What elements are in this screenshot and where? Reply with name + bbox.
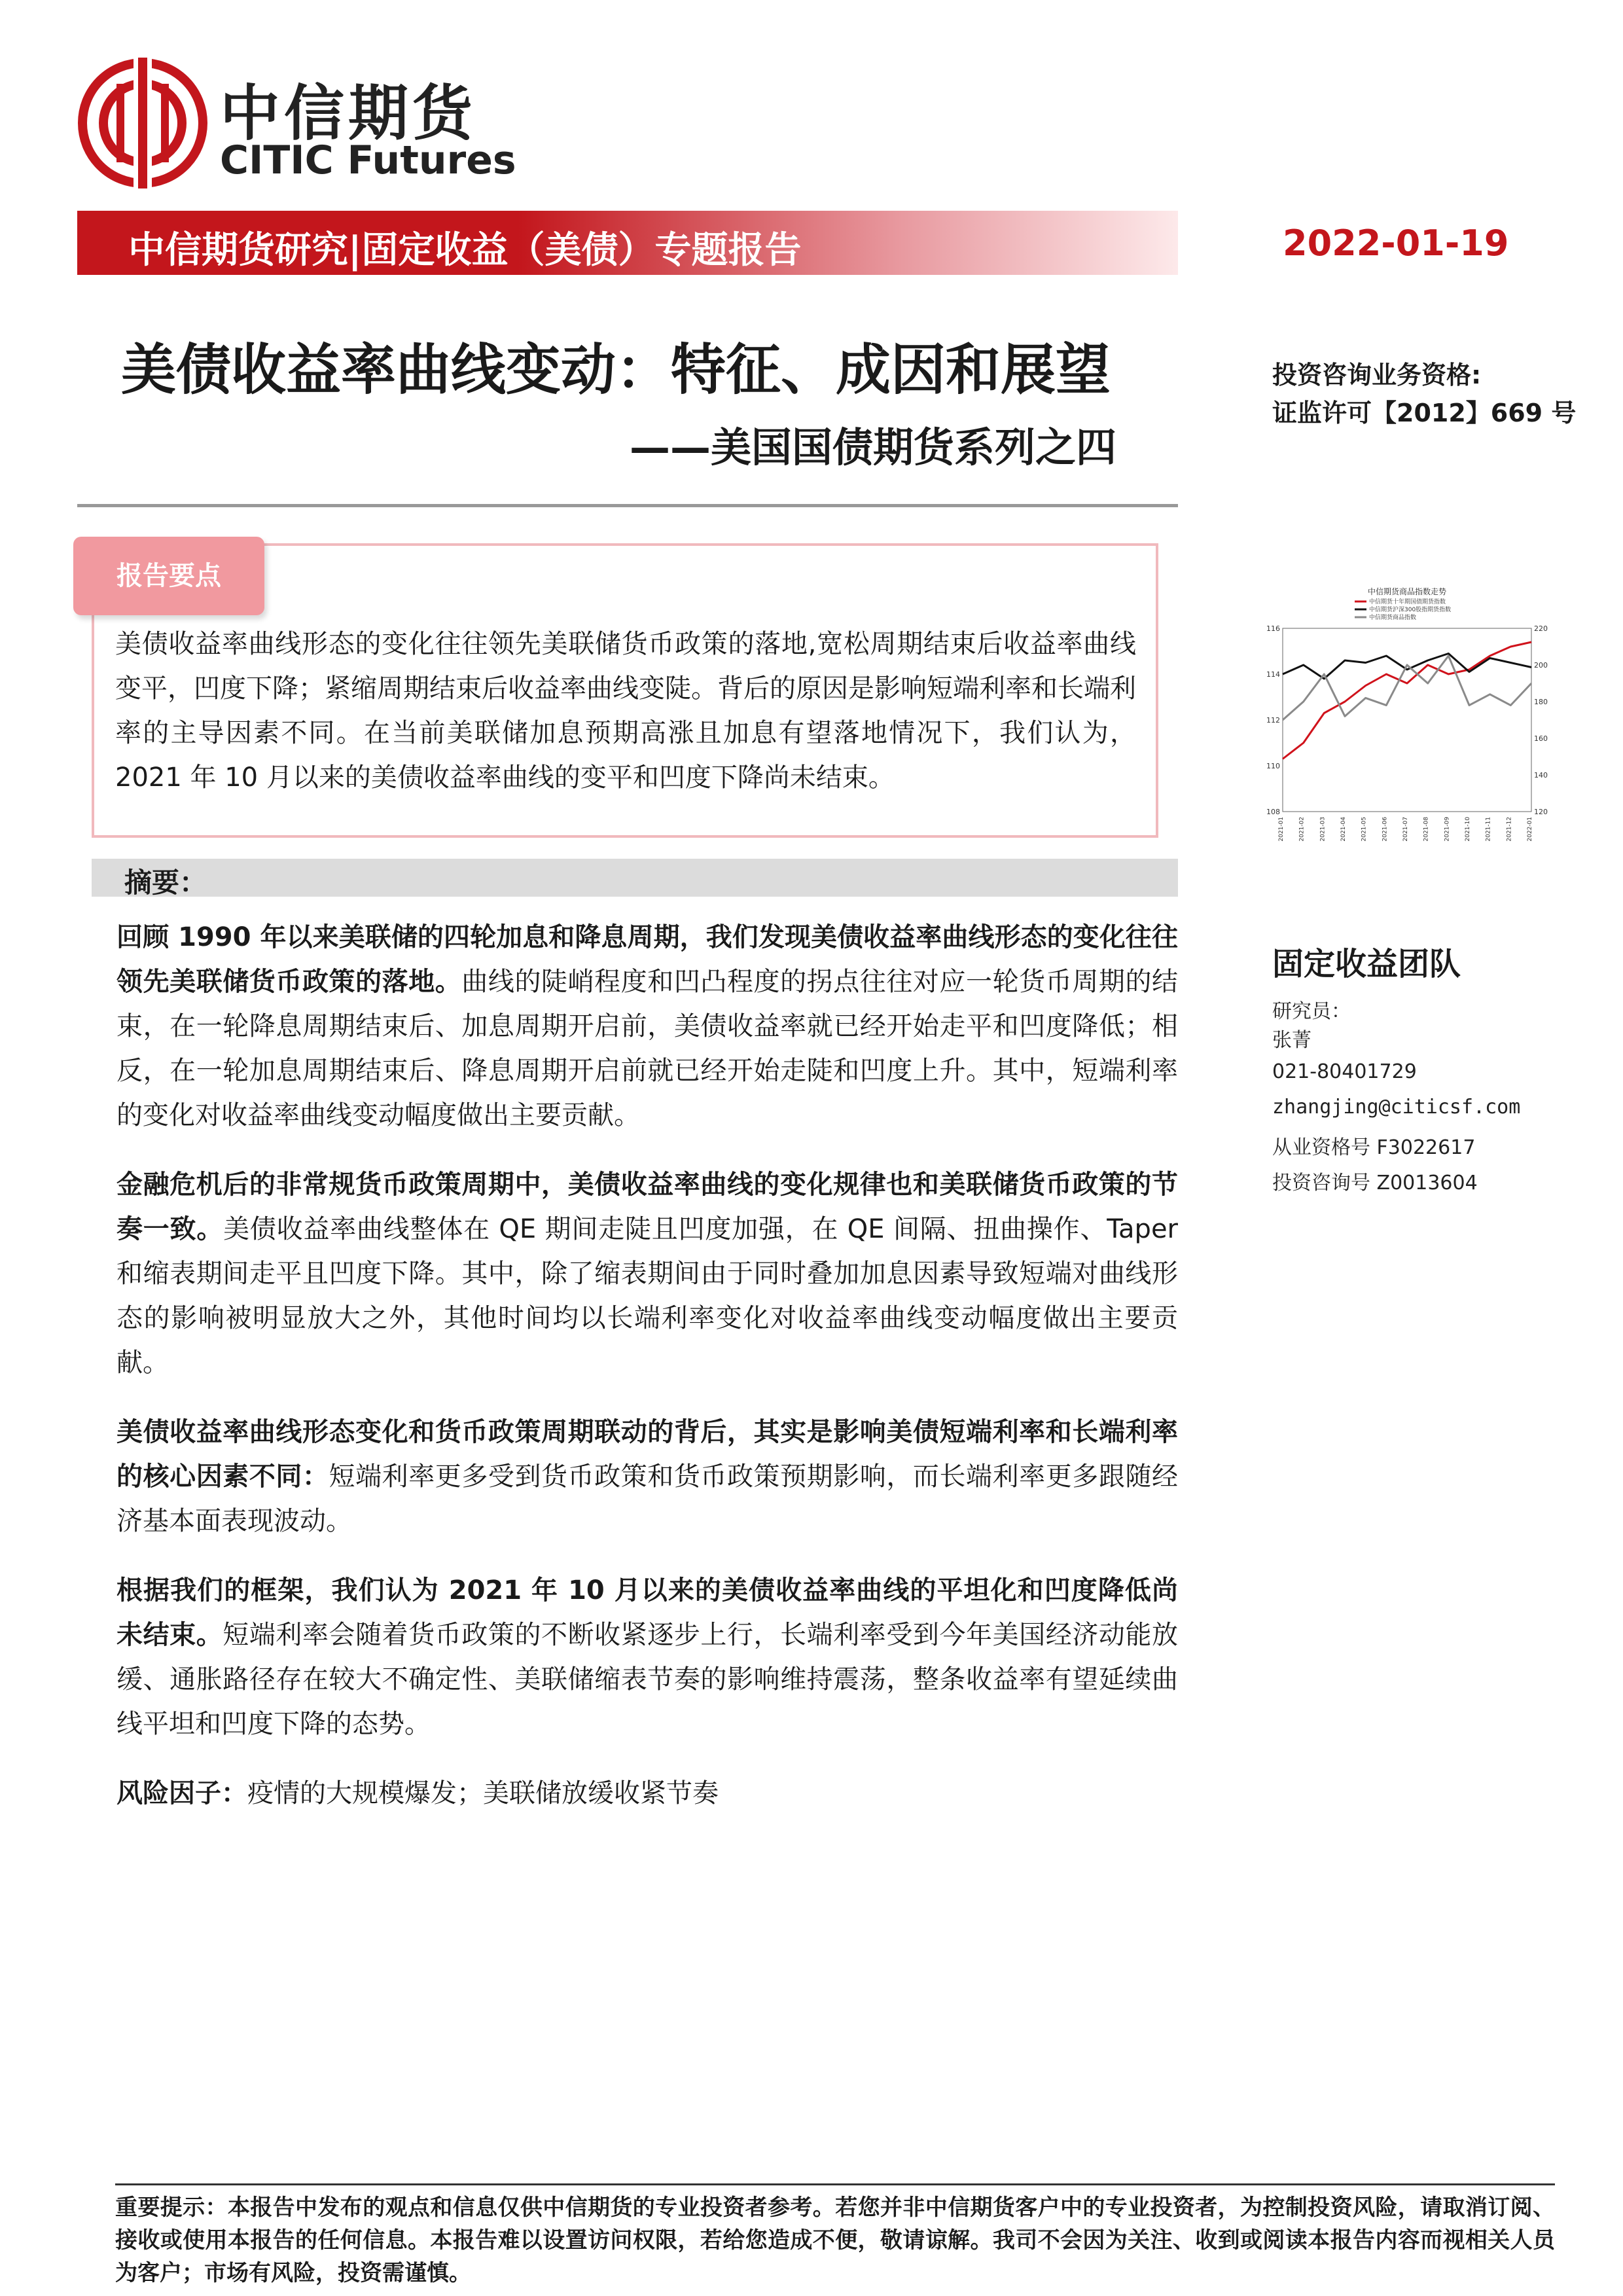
right-axis-tick-label: 140: [1534, 771, 1548, 780]
summary-paragraph-3: [116, 1410, 1178, 1543]
analyst-phone: 021-80401729: [1272, 1060, 1417, 1083]
summary-header-bar: [92, 859, 1178, 897]
citic-logo-icon: [77, 58, 208, 188]
researcher-label: 研究员：: [1272, 1000, 1351, 1023]
analyst-name: 张菁: [1272, 1029, 1311, 1052]
right-axis-tick-label: 200: [1534, 661, 1548, 670]
key-points-tag-label: 报告要点: [116, 561, 221, 591]
report-category: 中信期货研究|固定收益（美债）专题报告: [128, 229, 802, 272]
risk-factors: [116, 1771, 1178, 1816]
analyst-license-advisory: 投资咨询号 Z0013604: [1272, 1172, 1478, 1194]
x-axis-tick-label: 2021-01: [1278, 817, 1285, 842]
left-axis-tick-label: 110: [1266, 762, 1280, 770]
summary-label: 摘要：: [124, 867, 207, 899]
left-axis-tick-label: 116: [1266, 624, 1280, 633]
legend-label: 中信期货十年期国债期货指数: [1369, 599, 1446, 605]
x-axis-tick-label: 2021-09: [1444, 817, 1451, 842]
analyst-license-practice: 从业资格号 F3022617: [1272, 1136, 1476, 1159]
right-axis-tick-label: 120: [1534, 808, 1548, 816]
x-axis-tick-label: 2021-07: [1402, 817, 1409, 842]
x-axis-tick-label: 2021-08: [1423, 817, 1430, 842]
brand-name-cn: 中信期货: [220, 79, 477, 149]
paragraph-body: 曲线的陡峭程度和凹凸程度的拐点往往对应一轮货币周期的结束，在一轮降息周期结束后、加息周期开启前，美债收益率就已经开始走平和凹度降低；相反，在一轮加息周期结束后、降息周期开启前就已经开始走陡和凹度上升。其中，短端利率的变化对收益率曲线变动幅度做出主要贡献。: [116, 967, 1179, 1130]
title-divider: [77, 504, 1178, 507]
brand-name-en: CITIC Futures: [220, 137, 516, 183]
qualification-label: 投资咨询业务资格:: [1272, 361, 1482, 389]
summary-paragraph-4: [116, 1568, 1178, 1746]
analyst-email[interactable]: zhangjing@citicsf.com: [1272, 1096, 1521, 1119]
x-axis-tick-label: 2022-01: [1527, 817, 1533, 842]
qualification-license: 证监许可【2012】669 号: [1272, 399, 1577, 427]
paragraph-lead: 美债收益率曲线形态变化和货币政策周期联动的背后，其实是影响美债短端利率和长端利率的核心因素不同：: [116, 1417, 1178, 1492]
x-axis-tick-label: 2021-06: [1382, 817, 1389, 842]
right-axis-tick-label: 160: [1534, 734, 1548, 743]
disclaimer: 重要提示：本报告中发布的观点和信息仅供中信期货的专业投资者参考。若您并非中信期货客户中的专业投资者，为控制投资风险，请取消订阅、接收或使用本报告的任何信息。本报告难以设置访问权限，若给您造成不便，敬请谅解。我司不会因为关注、收到或阅读本报告内容而视相关人员为客户；市场有风险，投资需谨慎。: [115, 2195, 1555, 2286]
legend-label: 中信期货商品指数: [1369, 615, 1417, 621]
paragraph-lead: 根据我们的框架，我们认为 2021 年 10 月以来的美债收益率曲线的平坦化和凹度降低尚未结束。: [116, 1575, 1178, 1650]
x-axis-tick-label: 2021-12: [1506, 817, 1513, 842]
x-axis-tick-label: 2021-10: [1465, 817, 1471, 842]
series-line: [1283, 656, 1531, 720]
report-subtitle: ——美国国债期货系列之四: [630, 423, 1117, 471]
right-axis-tick-label: 220: [1534, 624, 1548, 633]
footer-divider: [115, 2183, 1555, 2185]
paragraph-lead: 风险因子：: [116, 1778, 247, 1808]
x-axis-tick-label: 2021-02: [1298, 817, 1306, 842]
chart-title: 中信期货商品指数走势: [1367, 587, 1447, 596]
summary-paragraph-1: [116, 915, 1178, 1138]
key-points-text: 美债收益率曲线形态的变化往往领先美联储货币政策的落地,宽松周期结束后收益率曲线变平，凹度下降；紧缩周期结束后收益率曲线变陡。背后的原因是影响短端利率和长端利率的主导因素不同。在当前美联储加息预期高涨且加息有望落地情况下，我们认为，2021 年 10 月以来的美债收益率曲线的变平和凹度下降尚未结束。: [115, 629, 1136, 793]
left-axis-tick-label: 112: [1266, 716, 1280, 725]
x-axis-tick-label: 2021-11: [1485, 817, 1492, 842]
report-date: 2022-01-19: [1283, 223, 1509, 264]
report-title: 美债收益率曲线变动：特征、成因和展望: [121, 338, 1111, 402]
paragraph-body: 疫情的大规模爆发；美联储放缓收紧节奏: [247, 1778, 719, 1808]
summary-paragraph-2: [116, 1162, 1178, 1385]
paragraph-lead: 回顾 1990 年以来美联储的四轮加息和降息周期，我们发现美债收益率曲线形态的变化往往领先美联储货币政策的落地。: [116, 922, 1178, 997]
paragraph-lead: 金融危机后的非常规货币政策周期中，美债收益率曲线的变化规律也和美联储货币政策的节奏一致。: [116, 1170, 1178, 1244]
x-axis-tick-label: 2021-04: [1340, 817, 1347, 842]
left-axis-tick-label: 108: [1266, 808, 1280, 816]
paragraph-body: 美债收益率曲线整体在 QE 期间走陡且凹度加强，在 QE 间隔、扭曲操作、Taper 和缩表期间走平且凹度下降。其中，除了缩表期间由于同时叠加加息因素导致短端对曲线形态的影响被明显放大之外，其他时间均以长端利率变化对收益率曲线变动幅度做出主要贡献。: [116, 1214, 1178, 1378]
paragraph-body: 短端利率更多受到货币政策和货币政策预期影响，而长端利率更多跟随经济基本面表现波动。: [116, 1462, 1179, 1536]
left-axis-tick-label: 114: [1266, 670, 1280, 679]
right-axis-tick-label: 180: [1534, 698, 1548, 706]
team-name: 固定收益团队: [1272, 946, 1461, 982]
paragraph-body: 短端利率会随着货币政策的不断收紧逐步上行，长端利率受到今年美国经济动能放缓、通胀路径存在较大不确定性、美联储缩表节奏的影响维持震荡，整条收益率有望延续曲线平坦和凹度下降的态势。: [116, 1620, 1179, 1739]
x-axis-tick-label: 2021-05: [1361, 817, 1368, 842]
legend-label: 中信期货沪深300股指期货指数: [1369, 607, 1452, 613]
commodity-index-chart: [1257, 583, 1558, 877]
x-axis-tick-label: 2021-03: [1319, 817, 1327, 842]
